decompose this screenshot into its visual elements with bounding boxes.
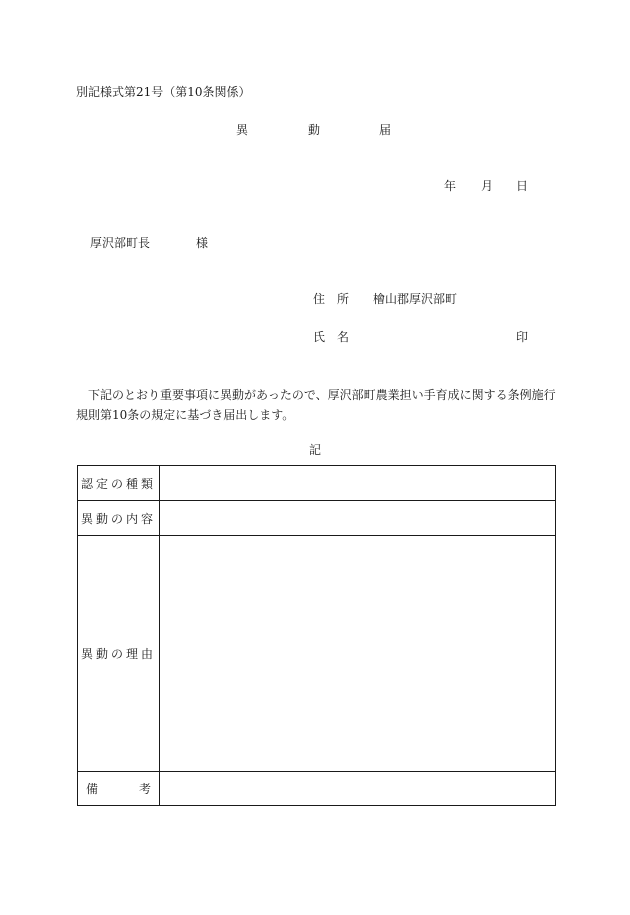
address-label: 住 所 <box>313 292 350 306</box>
date-month-label: 月 <box>481 179 494 193</box>
table-row-remarks <box>78 772 556 806</box>
title-char-2: 動 <box>308 123 321 137</box>
name-label: 氏 名 <box>313 330 350 344</box>
remarks-label-char-1: 備 <box>86 782 99 796</box>
remarks-label-cell <box>78 772 160 806</box>
title-char-3: 届 <box>379 123 392 137</box>
address-value: 檜山郡厚沢部町 <box>373 292 458 306</box>
content-field[interactable] <box>160 501 556 536</box>
ki-heading: 記 <box>308 443 321 457</box>
type-label: 認定の種類 <box>78 466 160 501</box>
date-year-label: 年 <box>444 179 457 193</box>
details-table <box>77 465 556 806</box>
title-char-1: 異 <box>236 123 249 137</box>
addressee-honorific: 様 <box>196 236 209 250</box>
date-day-label: 日 <box>516 179 529 193</box>
remarks-label-char-2: 考 <box>138 782 151 796</box>
body-paragraph: 下記のとおり重要事項に異動があったので、厚沢部町農業担い手育成に関する条例施行規則第10条の規定に基づき届出します。 <box>76 388 556 422</box>
type-field[interactable] <box>160 466 556 501</box>
form-number-label: 別記様式第21号（第10条関係） <box>76 85 251 99</box>
seal-mark: 印 <box>516 330 529 344</box>
reason-label: 異動の理由 <box>78 536 160 772</box>
content-label: 異動の内容 <box>78 501 160 536</box>
reason-field[interactable] <box>160 536 556 772</box>
table-row-reason <box>78 536 556 772</box>
addressee: 厚沢部町長 <box>90 236 151 250</box>
table-row-type <box>78 466 556 501</box>
table-row-content <box>78 501 556 536</box>
remarks-field[interactable] <box>160 772 556 806</box>
